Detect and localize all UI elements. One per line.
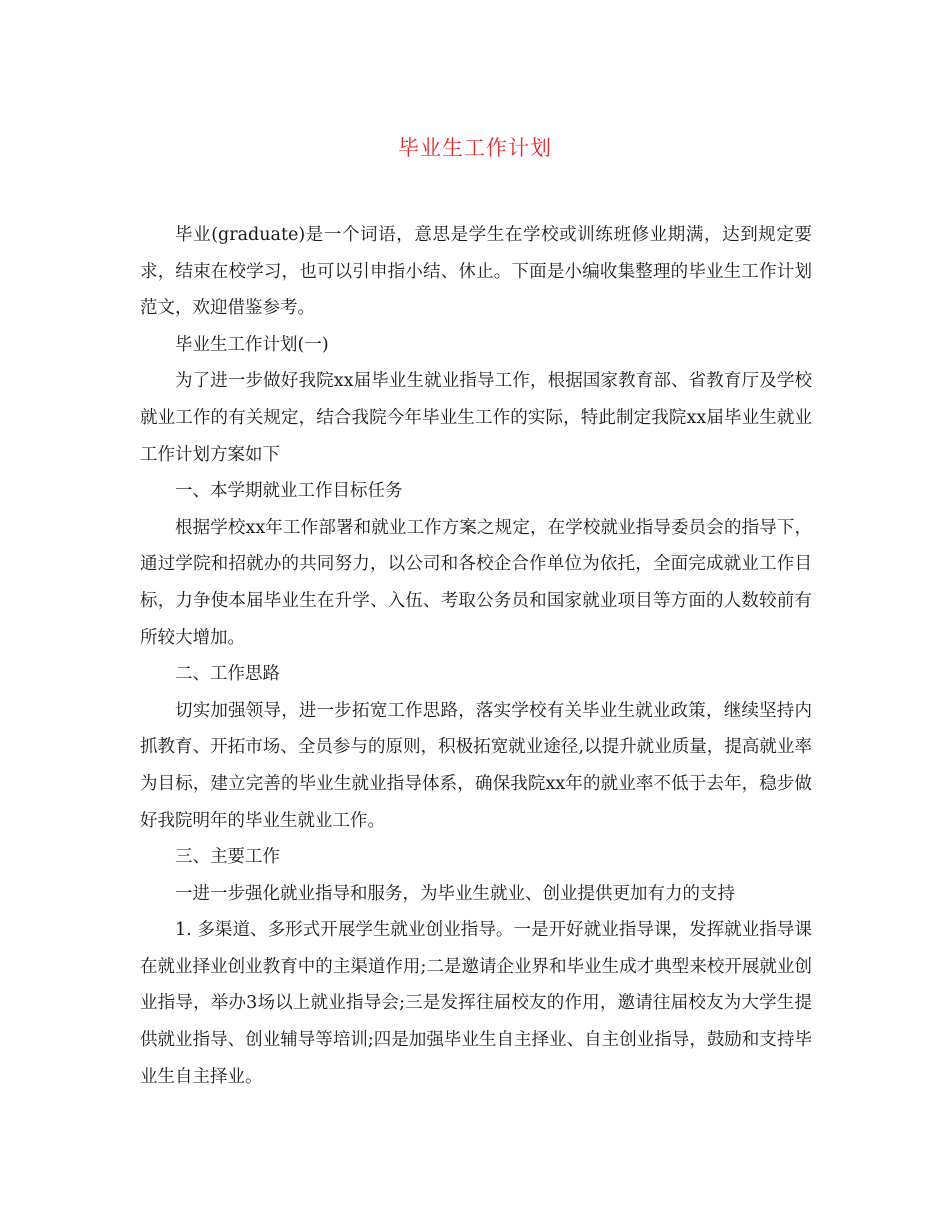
section-heading-approach: 二、工作思路 <box>175 664 280 685</box>
intro-paragraph: 毕业(graduate)是一个词语，意思是学生在学校或训练班修业期满，达到规定要求，结束在校学习，也可以引申指小结、休止。下面是小编收集整理的毕业生工作计划范文，欢迎借鉴参考。 <box>140 225 812 319</box>
plan-heading: 毕业生工作计划(一) <box>175 334 329 355</box>
section-heading-goals: 一、本学期就业工作目标任务 <box>175 481 403 502</box>
main-work-item-1: 1. 多渠道、多形式开展学生就业创业指导。一是开好就业指导课，发挥就业指导课在就业择业创业教育中的主渠道作用;二是邀请企业界和毕业生成才典型来校开展就业创业指导，举办3场以上就业指导会;三是发挥往届校友的作用，邀请往届校友为大学生提供就业指导、创业辅导等培训;四是加强毕业生自主择业、自主创业指导，鼓励和支持毕业生自主择业。 <box>140 920 812 1087</box>
main-work-subheading: 一进一步强化就业指导和服务，为毕业生就业、创业提供更加有力的支持 <box>175 883 735 904</box>
approach-paragraph: 切实加强领导，进一步拓宽工作思路，落实学校有关毕业生就业政策，继续坚持内抓教育、开拓市场、全员参与的原则，积极拓宽就业途径,以提升就业质量，提高就业率为目标，建立完善的毕业生就业指导体系，确保我院xx年的就业率不低于去年，稳步做好我院明年的毕业生就业工作。 <box>140 700 812 831</box>
plan-intro-paragraph: 为了进一步做好我院xx届毕业生就业指导工作，根据国家教育部、省教育厅及学校就业工作的有关规定，结合我院今年毕业生工作的实际，特此制定我院xx届毕业生就业工作计划方案如下 <box>140 371 812 465</box>
document-title: 毕业生工作计划 <box>398 136 552 160</box>
section-heading-main-work: 三、主要工作 <box>175 847 280 868</box>
goals-paragraph: 根据学校xx年工作部署和就业工作方案之规定，在学校就业指导委员会的指导下，通过学院和招就办的共同努力，以公司和各校企合作单位为依托，全面完成就业工作目标，力争使本届毕业生在升学、入伍、考取公务员和国家就业项目等方面的人数较前有所较大增加。 <box>140 517 812 648</box>
document-body <box>140 217 812 1095</box>
